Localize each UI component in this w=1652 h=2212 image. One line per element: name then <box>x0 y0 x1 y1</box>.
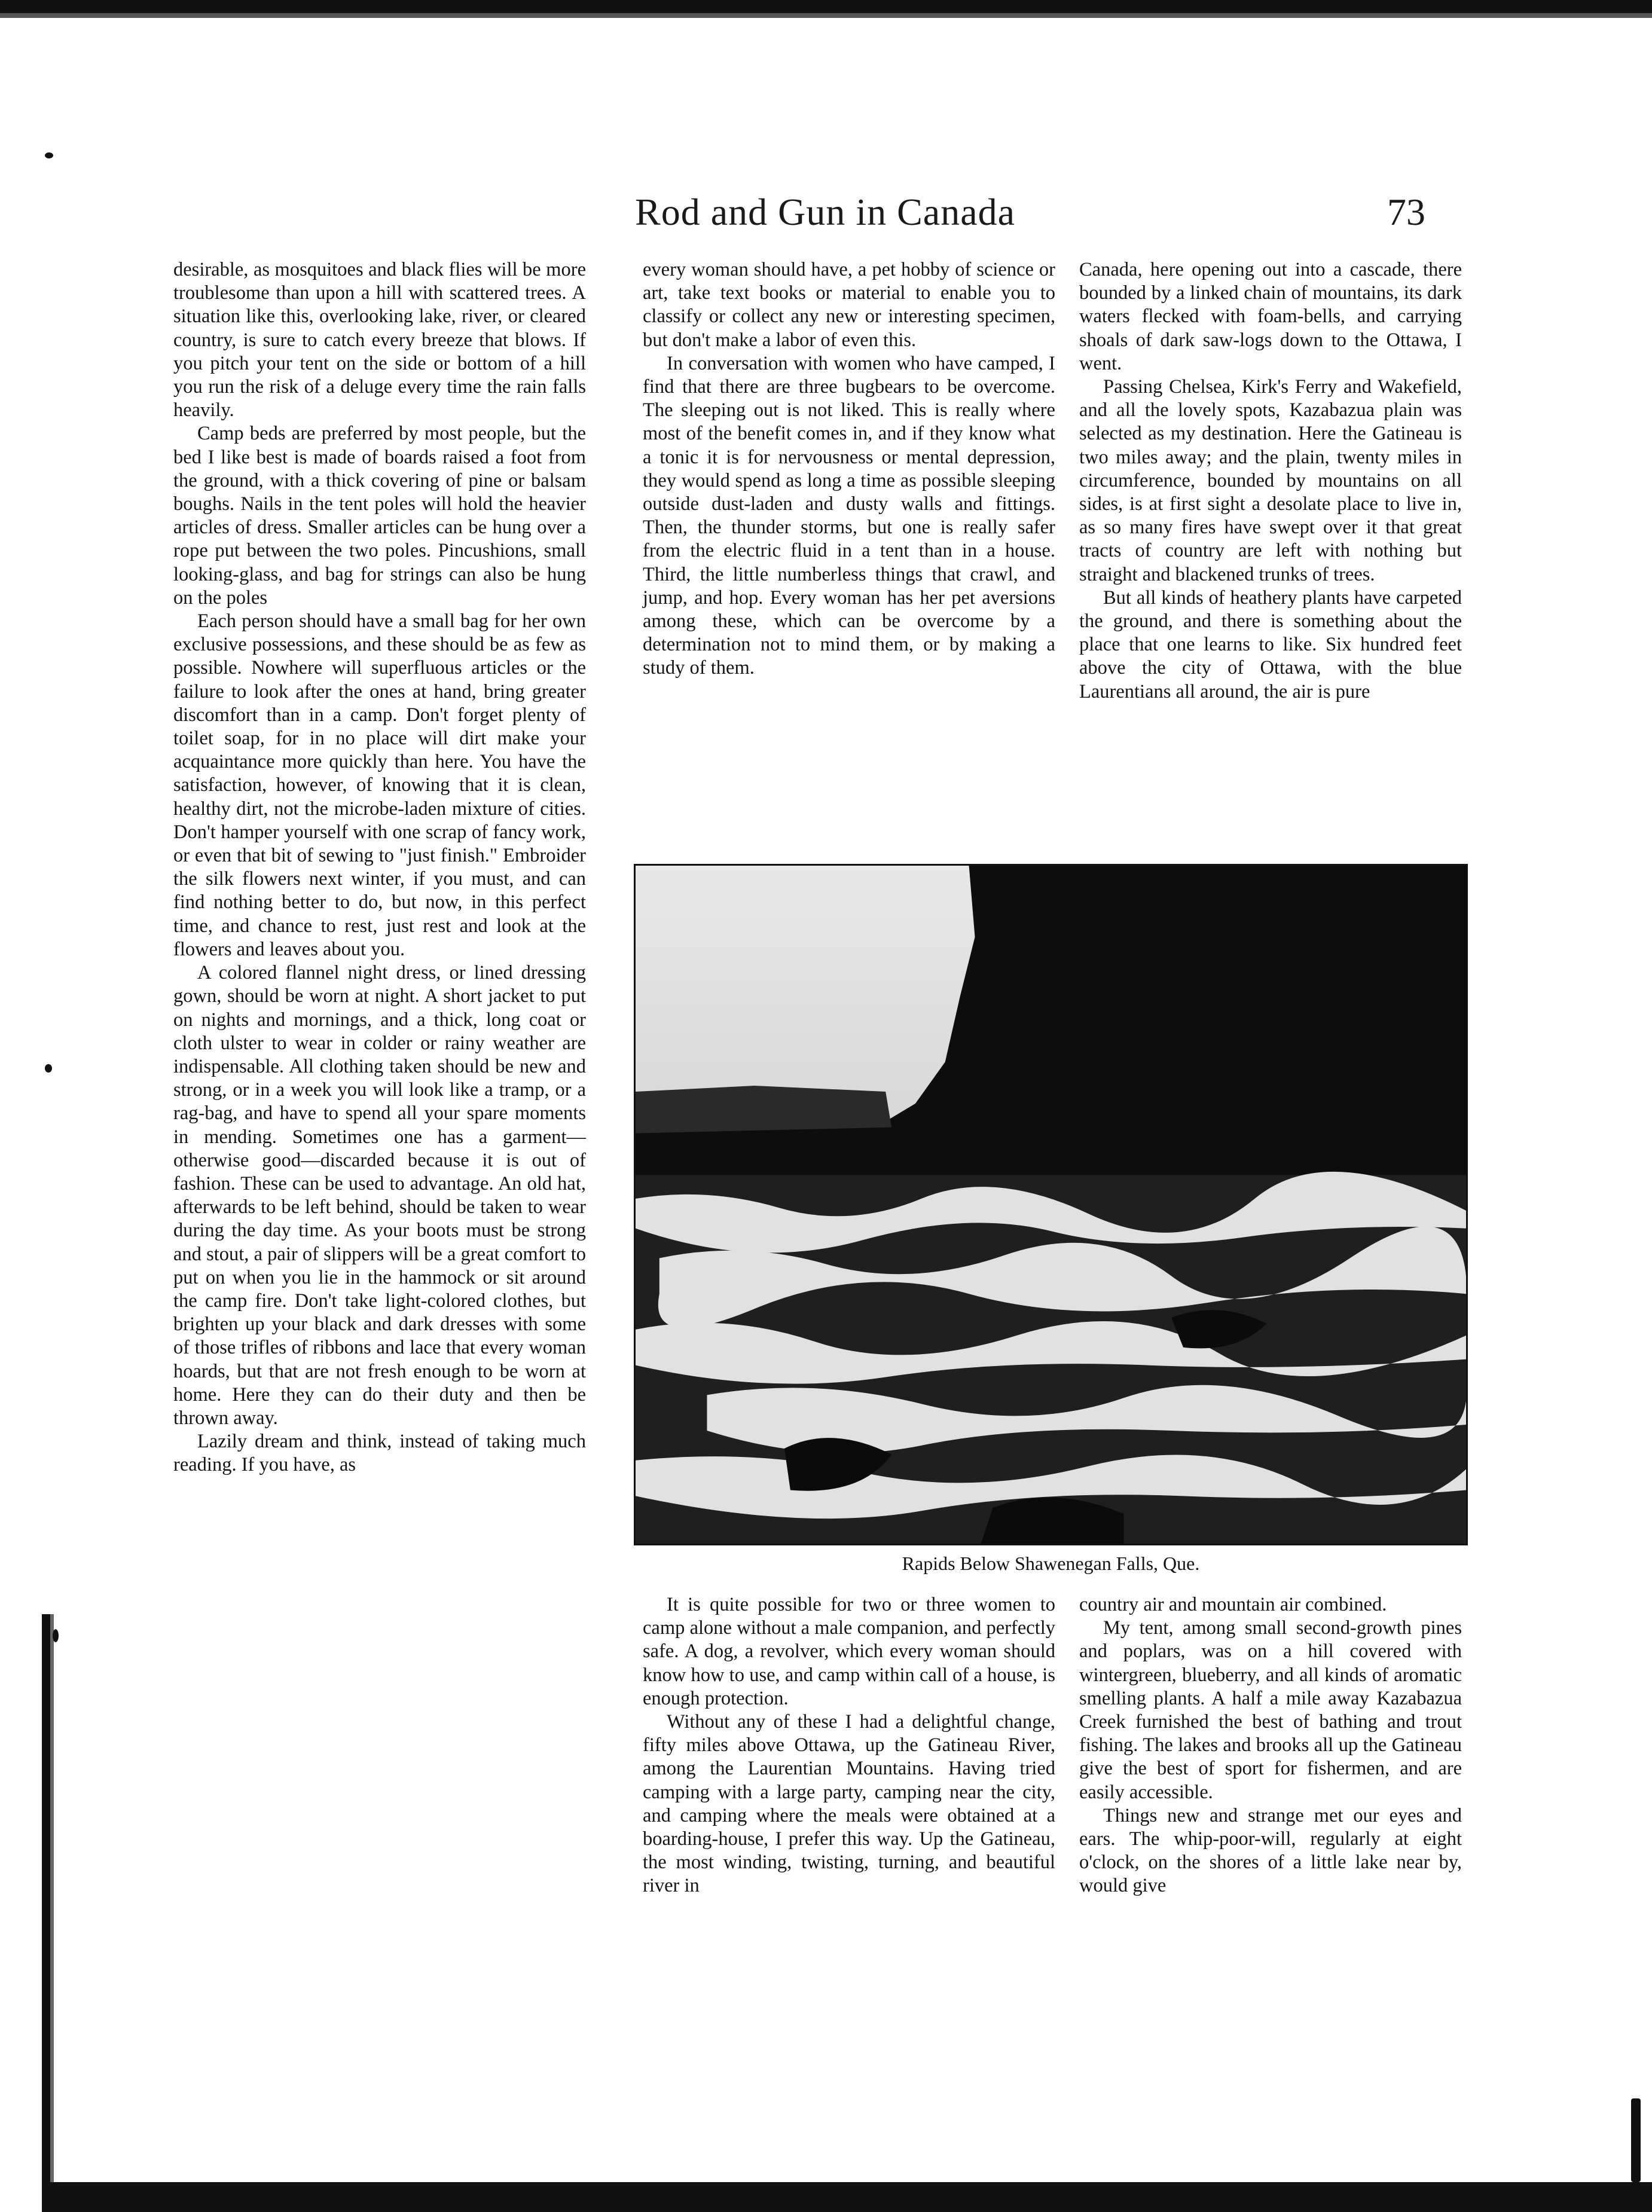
scan-speck <box>1631 2098 1641 2182</box>
paragraph: In conversation with women who have camped, I find that there are three bugbears to be overcome. The sleeping out is not liked. This is really where most of the benefit comes in, and if they know what a tonic it is for nervousness or mental depression, they would spend as long a time as possible sleeping outside dust-laden and dusty walls and fittings. Then, the thunder storms, but one is really safer from the electric fluid in a tent than in a house. Third, the little numberless things that crawl, and jump, and hop. Every woman has her pet aversions among these, which can be overcome by a determination not to mind them, or by making a study of them. <box>643 352 1055 679</box>
paragraph: Camp beds are preferred by most people, but the bed I like best is made of boards raised a foot from the ground, with a thick covering of pine or balsam boughs. Nails in the tent poles will hold the heavier articles of dress. Smaller articles can be hung over a rope put between the two poles. Pincushions, small looking-glass, and bag for strings can also be hung on the poles <box>173 423 586 609</box>
paragraph: every woman should have, a pet hobby of science or art, take text books or material to enable you to classify or collect any new or interesting specimen, but don't make a labor of even this. <box>643 259 1055 351</box>
paragraph: desirable, as mosquitoes and black flies will be more troublesome than upon a hill with scattered trees. A situation like this, overlooking lake, river, or cleared country, is sure to catch every breeze that blows. If you pitch your tent on the side or bottom of a hill you run the risk of a deluge every time the rain falls heavily. <box>173 259 586 421</box>
article-column-2-top <box>643 258 1055 680</box>
scan-edge-bottom <box>42 2182 1652 2212</box>
paragraph: Canada, here opening out into a cascade, there bounded by a linked chain of mountains, its dark waters flecked with foam-bells, and carrying shoals of dark saw-logs down to the Ottawa, I went. <box>1079 259 1462 374</box>
paragraph: Without any of these I had a delightful change, fifty miles above Ottawa, up the Gatineau River, among the Laurentian Mountains. Having tried camping with a large party, camping near the city, and camping where the meals were obtained at a boarding-house, I prefer this way. Up the Gatineau, the most winding, twisting, turning, and beautiful river in <box>643 1711 1055 1897</box>
paragraph: Each person should have a small bag for her own exclusive possessions, and these should be as few as possible. Nowhere will superfluous articles or the failure to look after the ones at hand, bring greater discomfort than in a camp. Don't forget plenty of toilet soap, for in no place will dirt make your acquaintance more quickly than here. You have the satisfaction, however, of knowing that it is clean, healthy dirt, not the microbe-laden mixture of cities. Don't hamper yourself with one scrap of fancy work, or even that bit of sewing to "just finish." Embroider the silk flowers next winter, if you must, and can find nothing better to do, but now, in this perfect time, and chance to rest, just rest and look at the flowers and leaves about you. <box>173 610 586 960</box>
scan-edge-left <box>42 1614 66 2212</box>
page-number: 73 <box>1387 191 1425 233</box>
rapids-photograph <box>634 864 1468 1545</box>
paragraph: country air and mountain air combined. <box>1079 1594 1387 1615</box>
article-column-3-bottom <box>1079 1593 1462 1898</box>
article-column-1 <box>173 258 586 1477</box>
article-column-2-bottom <box>643 1593 1055 1898</box>
photo-caption: Rapids Below Shawenegan Falls, Que. <box>902 1553 1200 1574</box>
article-column-3-top <box>1079 258 1462 704</box>
paragraph: Things new and strange met our eyes and ears. The whip-poor-will, regularly at eight o'clock, on the shores of a little lake near by, would give <box>1079 1804 1462 1897</box>
paragraph: A colored flannel night dress, or lined dressing gown, should be worn at night. A short jacket to put on nights and mornings, and a thick, long coat or cloth ulster to wear in colder or rainy weather are indispensable. All clothing taken should be new and strong, or in a week you will look like a tramp, or a rag-bag, and have to spend all your spare moments in mending. Sometimes one has a garment—otherwise good—discarded because it is out of fashion. These can be used to advantage. An old hat, afterwards to be left behind, should be taken to wear during the day time. As your boots must be strong and stout, a pair of slippers will be a great comfort to put on when you lie in the hammock or sit around the camp fire. Don't take light-colored clothes, but brighten up your black and dark dresses with some of those trifles of ribbons and lace that every woman hoards, but that are not fresh enough to be worn at home. Here they can do their duty and then be thrown away. <box>173 962 586 1429</box>
scan-speck <box>53 1629 59 1642</box>
paragraph: My tent, among small second-growth pines and poplars, was on a hill covered with wintergreen, blueberry, and all kinds of aromatic smelling plants. A half a mile away Kazabazua Creek furnished the best of bathing and trout fishing. The lakes and brooks all up the Gatineau give the best of sport for fishermen, and are easily accessible. <box>1079 1617 1462 1803</box>
paragraph: Lazily dream and think, instead of taking much reading. If you have, as <box>173 1431 586 1476</box>
scan-speck <box>45 1064 52 1073</box>
paragraph: But all kinds of heathery plants have carpeted the ground, and there is something about the place that one learns to like. Six hundred feet above the city of Ottawa, with the blue Laurentians all around, the air is pure <box>1079 586 1462 702</box>
paragraph: It is quite possible for two or three women to camp alone without a male companion, and perfectly safe. A dog, a revolver, which every woman should know how to use, and camp within call of a house, is enough protection. <box>643 1594 1055 1709</box>
scan-speck <box>45 152 53 158</box>
paragraph: Passing Chelsea, Kirk's Ferry and Wakefield, and all the lovely spots, Kazabazua plain was selected as my destination. Here the Gatineau is two miles away; and the plain, twenty miles in circumference, bounded by mountains on all sides, is at first sight a desolate place to live in, as so many fires have swept over it that great tracts of country are left with nothing but straight and blackened trunks of trees. <box>1079 376 1462 585</box>
page-title: Rod and Gun in Canada <box>635 191 1015 233</box>
rapids-photo-image <box>636 866 1466 1544</box>
scan-edge-top <box>0 0 1652 31</box>
